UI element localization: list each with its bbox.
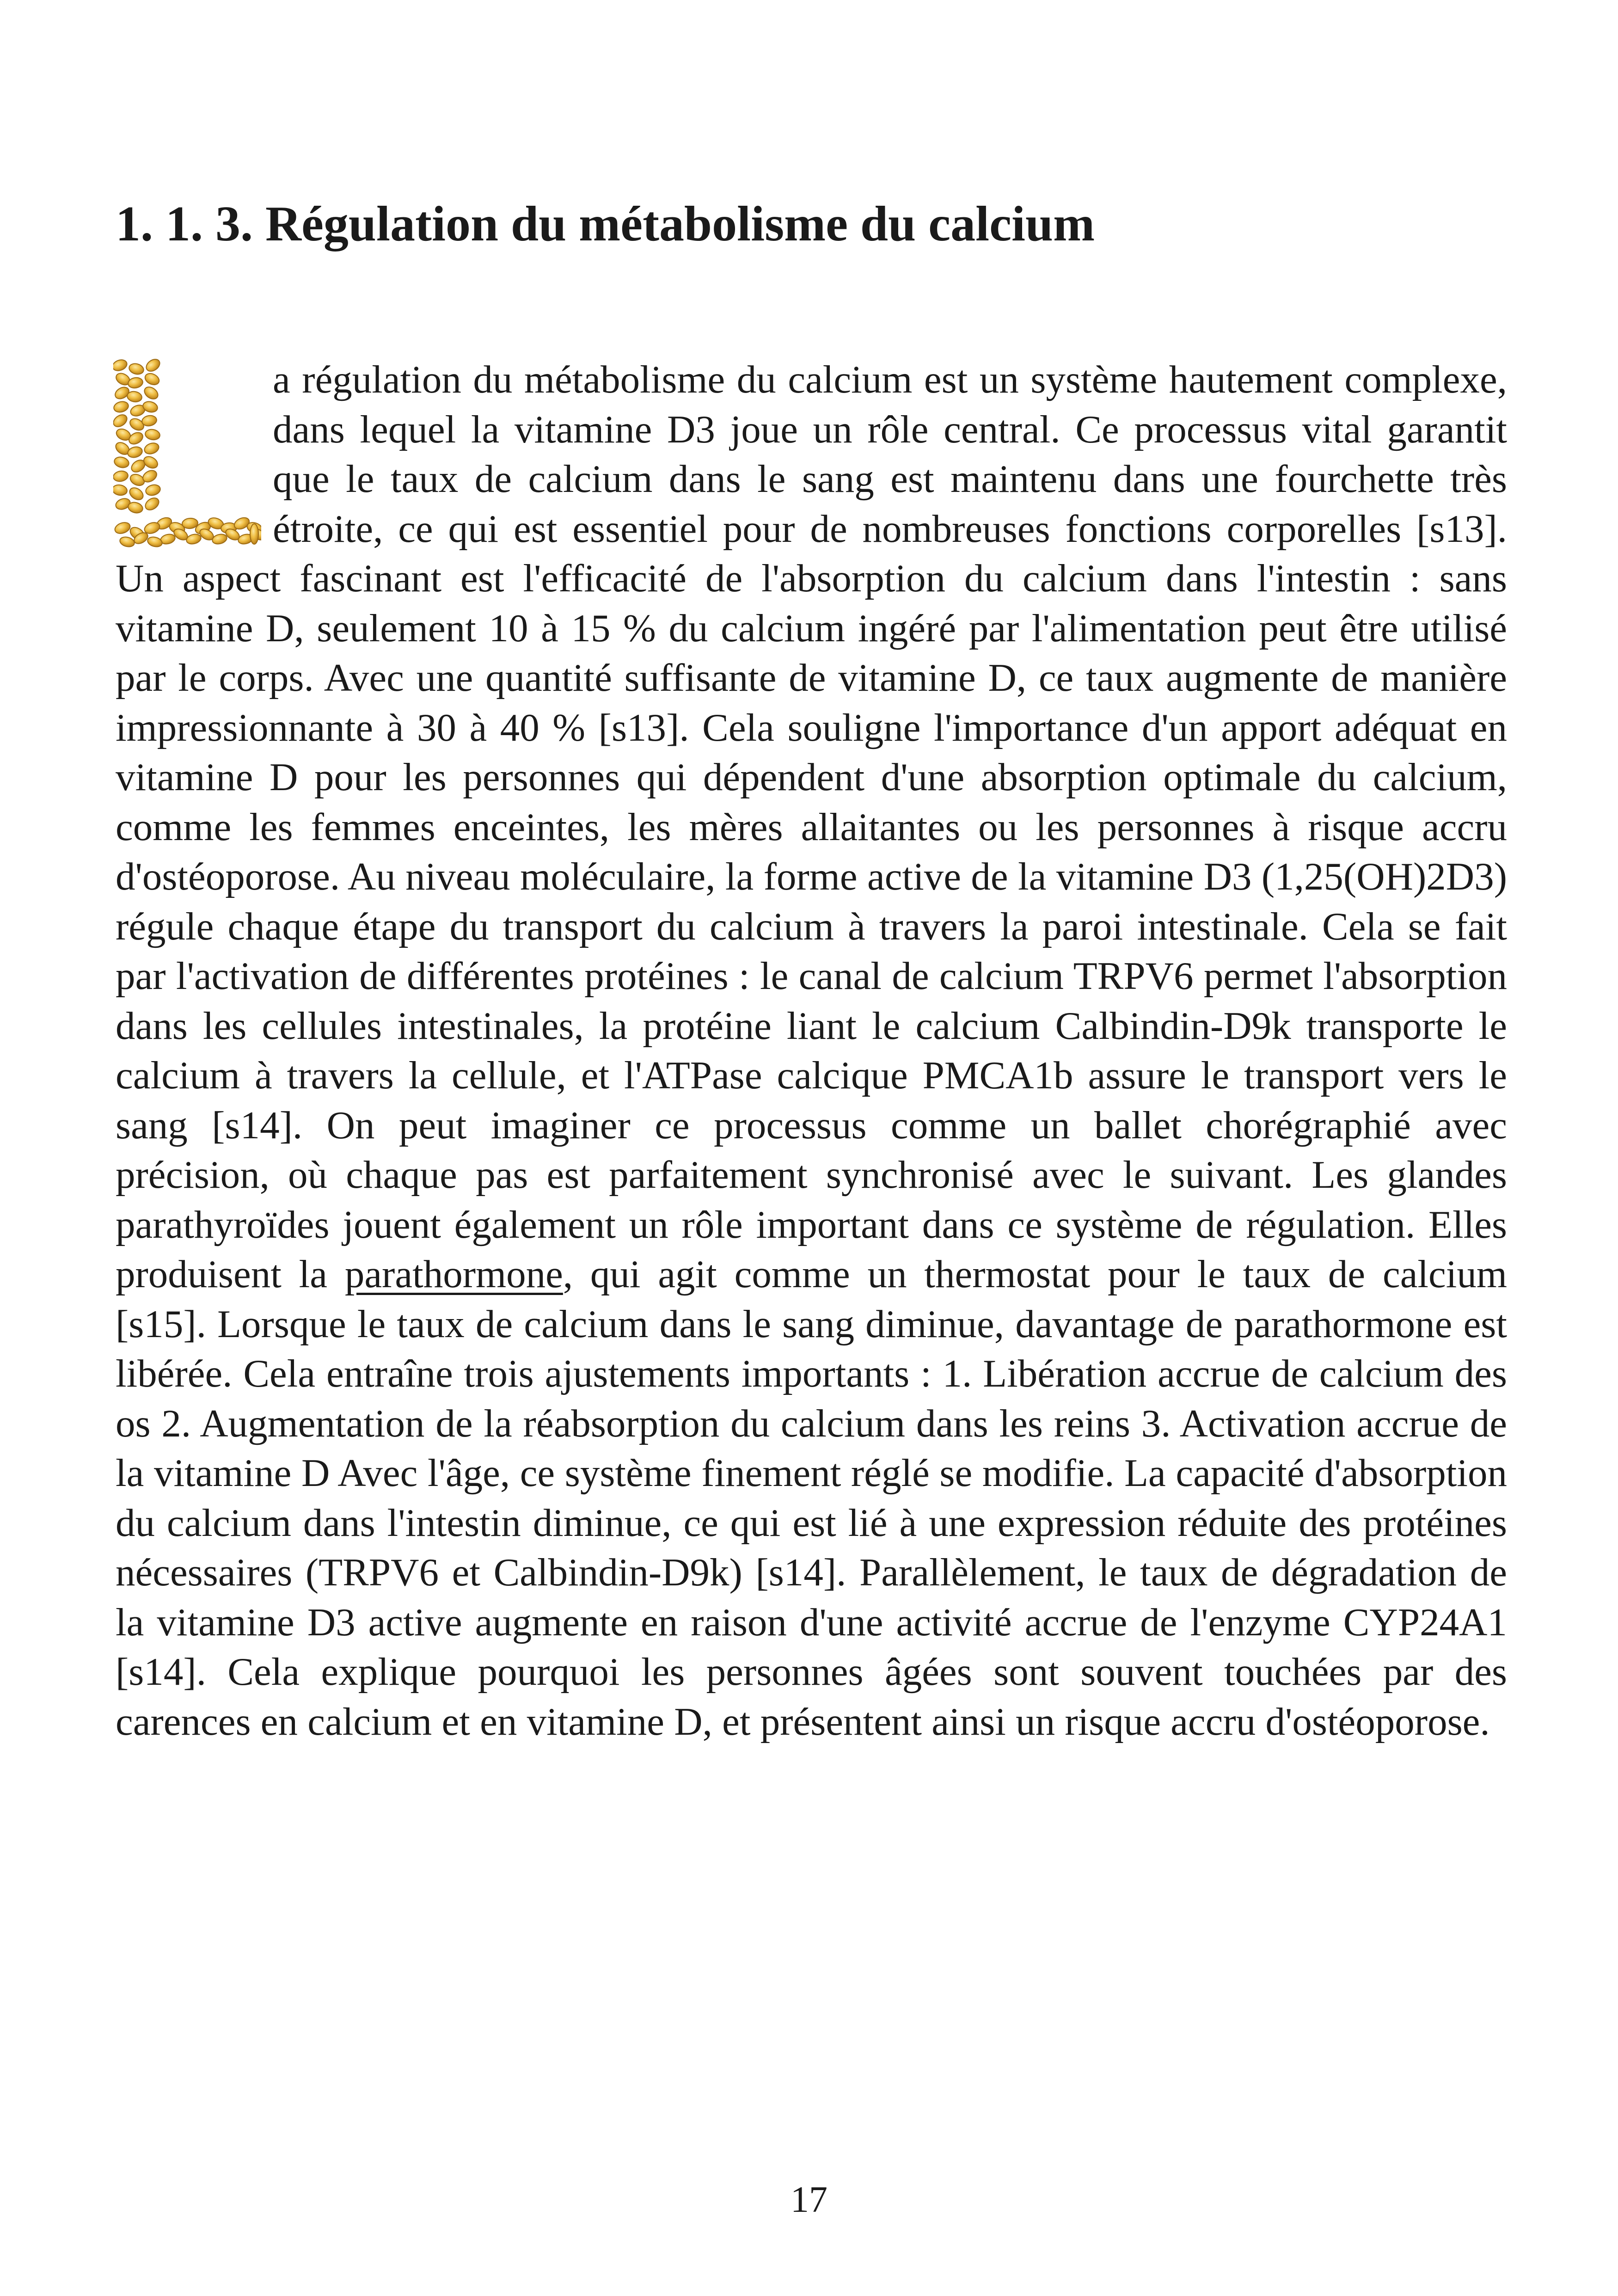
body-paragraph: [116, 355, 1507, 1747]
page-number: 17: [791, 2179, 827, 2220]
body-text-part-2: , qui agit comme un thermostat pour le taux de calcium [s15]. Lorsque le taux de calcium dans le sang diminue, davantage de parathormone est libérée. Cela entraîne trois ajustements importants : 1. Libération accrue de calcium des os 2. Augmentation de la réabsorption du calcium dans les reins 3. Activation accrue de la vitamine D Avec l'âge, ce système finement réglé se modifie. La capacité d'absorption du calcium dans l'intestin diminue, ce qui est lié à une expression réduite des protéines nécessaires (TRPV6 et Calbindin-D9k) [s14]. Parallèlement, le taux de dégradation de la vitamine D3 active augmente en raison d'une activité accrue de l'enzyme CYP24A1 [s14]. Cela explique pourquoi les personnes âgées sont souvent touchées par des carences en calcium et en vitamine D, et présentent ainsi un risque accru d'ostéoporose.: [116, 1252, 1508, 1743]
body-text-part-1: a régulation du métabolisme du calcium est un système hautement complexe, dans lequel la vitamine D3 joue un rôle central. Ce processus vital garantit que le taux de calcium dans le sang est maintenu dans une fourchette très étroite, ce qui est essentiel pour de nombreuses fonctions corporelles [s13]. Un aspect fascinant est l'efficacité de l'absorption du calcium dans l'intestin : sans vitamine D, seulement 10 à 15 % du calcium ingéré par l'alimentation peut être utilisé par le corps. Avec une quantité suffisante de vitamine D, ce taux augmente de manière impressionnante à 30 à 40 % [s13]. Cela souligne l'importance d'un apport adéquat en vitamine D pour les personnes qui dépendent d'une absorption optimale du calcium, comme les femmes enceintes, les mères allaitantes ou les personnes à risque accru d'ostéoporose. Au niveau moléculaire, la forme active de la vitamine D3 (1,25(OH)2D3) régule chaque étape du transport du calcium à travers la paroi intestinale. Cela se fait par l'activation de différentes protéines : le canal de calcium TRPV6 permet l'absorption dans les cellules intestinales, la protéine liant le calcium Calbindin-D9k transporte le calcium à travers la cellule, et l'ATPase calcique PMCA1b assure le transport vers le sang [s14]. On peut imaginer ce processus comme un ballet chorégraphié avec précision, où chaque pas est parfaitement synchronisé avec le suivant. Les glandes parathyroïdes jouent également un rôle important dans ce système de régulation. Elles produisent la: [116, 358, 1507, 1296]
parathormone-link[interactable]: parathormone: [344, 1252, 563, 1296]
section-title: 1. 1. 3. Régulation du métabolisme du calcium: [116, 196, 1095, 252]
drop-cap-space: [116, 355, 273, 554]
